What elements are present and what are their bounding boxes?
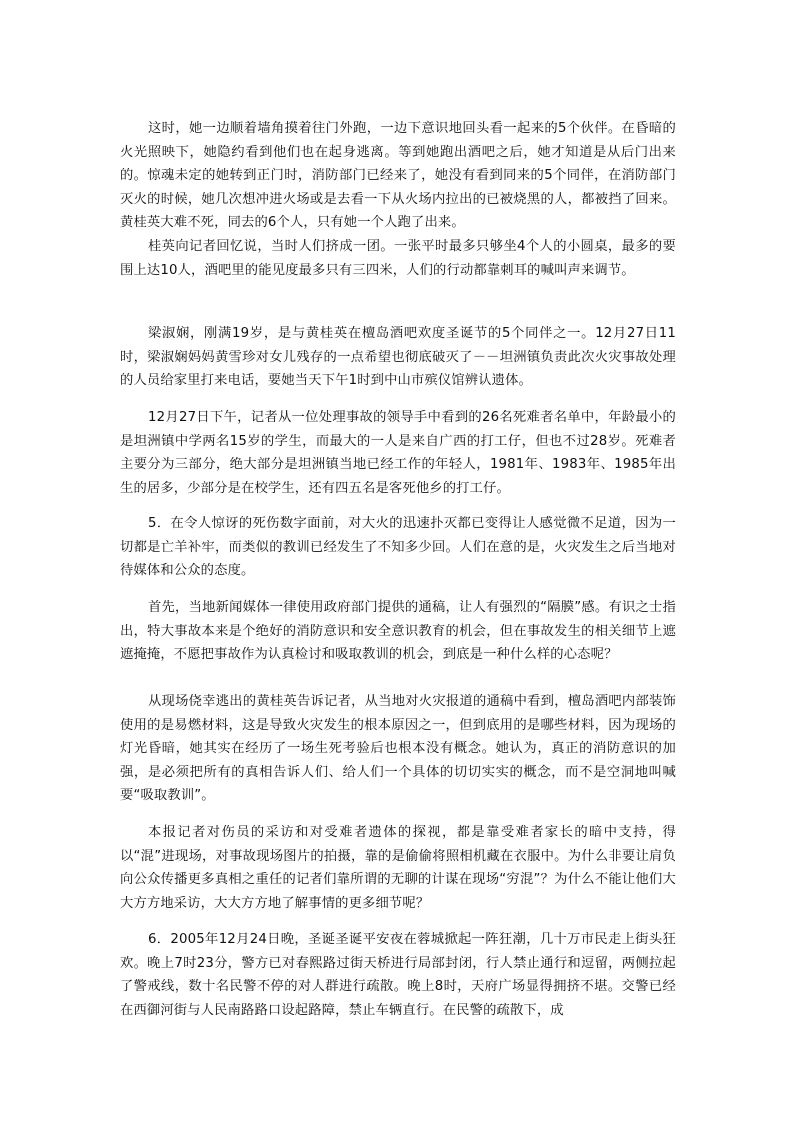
paragraph-7: 从现场侥幸逃出的黄桂英告诉记者，从当地对火灾报道的通稿中看到，檀岛酒吧内部装饰使用的是易燃材料，这是导致火灾发生的根本原因之一，但到底用的是哪些材料，因为现场的灯光昏暗，她其实在经历了一场生死考验后也根本没有概念。她认为，真正的消防意识的加强，是必须把所有的真相告诉人们、给人们一个具体的切切实实的概念，而不是空洞地叫喊要“吸取教训”。 — [120, 694, 676, 803]
paragraph-9: 6．2005年12月24日晚，圣诞圣诞平安夜在蓉城掀起一阵狂潮，几十万市民走上街头狂欢。晚上7时23分，警方已对春熙路过街天桥进行局部封闭，行人禁止通行和逗留，两侧拉起了警戒线，数十名民警不停的对人群进行疏散。晚上8时，天府广场显得拥挤不堪。交警已经在西御河街与人民南路路口设起路障，禁止车辆直行。在民警的疏散下，成 — [120, 932, 676, 1018]
paragraph-8: 本报记者对伤员的采访和对受难者遗体的探视，都是靠受难者家长的暗中支持，得以“混”进现场，对事故现场图片的拍摄，靠的是偷偷将照相机藏在衣服中。为什么非要让肩负向公众传播更多真相之重任的记者们靠所谓的无聊的计谋在现场“穷混”？为什么不能让他们大大方方地采访，大大方方地了解事情的更多细节呢？ — [120, 825, 676, 911]
paragraph-3: 梁淑娴，刚满19岁，是与黄桂英在檀岛酒吧欢度圣诞节的5个同伴之一。12月27日11时，梁淑娴妈妈黄雪珍对女儿残存的一点希望也彻底破灭了－－坦洲镇负责此次火灾事故处理的人员给家里打来电话，要她当天下午1时到中山市殡仪馆辨认遗体。 — [120, 326, 676, 388]
paragraph-2: 桂英向记者回忆说，当时人们挤成一团。一张平时最多只够坐4个人的小圆桌，最多的要围上达10人，酒吧里的能见度最多只有三四米，人们的行动都靠刺耳的喊叫声来调节。 — [120, 239, 676, 278]
paragraph-1: 这时，她一边顺着墙角摸着往门外跑，一边下意识地回头看一起来的5个伙伴。在昏暗的火光照映下，她隐约看到他们也在起身逃离。等到她跑出酒吧之后，她才知道是从后门出来的。惊魂未定的她转到正门时，消防部门已经来了，她没有看到同来的5个同伴，在消防部门灭火的时候，她几次想冲进火场或是去看一下从火场内拉出的已被烧黑的人，都被挡了回来。黄桂英大难不死，同去的6个人，只有她一个人跑了出来。 — [120, 121, 676, 230]
paragraph-6: 首先，当地新闻媒体一律使用政府部门提供的通稿，让人有强烈的“隔膜”感。有识之士指出，特大事故本来是个绝好的消防意识和安全意识教育的机会，但在事故发生的相关细节上遮遮掩掩，不愿把事故作为认真检讨和吸取教训的机会，到底是一种什么样的心态呢？ — [120, 600, 676, 662]
paragraph-4: 12月27日下午，记者从一位处理事故的领导手中看到的26名死难者名单中，年龄最小的是坦洲镇中学两名15岁的学生，而最大的一人是来自广西的打工仔，但也不过28岁。死难者主要分为三部分，绝大部分是坦洲镇当地已经工作的年轻人，1981年、1983年、1985年出生的居多，少部分是在校学生，还有四五名是客死他乡的打工仔。 — [120, 410, 676, 496]
paragraph-5: 5．在令人惊讶的死伤数字面前，对大火的迅速扑灭都已变得让人感觉微不足道，因为一切都是亡羊补牢，而类似的教训已经发生了不知多少回。人们在意的是，火灾发生之后当地对待媒体和公众的态度。 — [120, 516, 676, 578]
